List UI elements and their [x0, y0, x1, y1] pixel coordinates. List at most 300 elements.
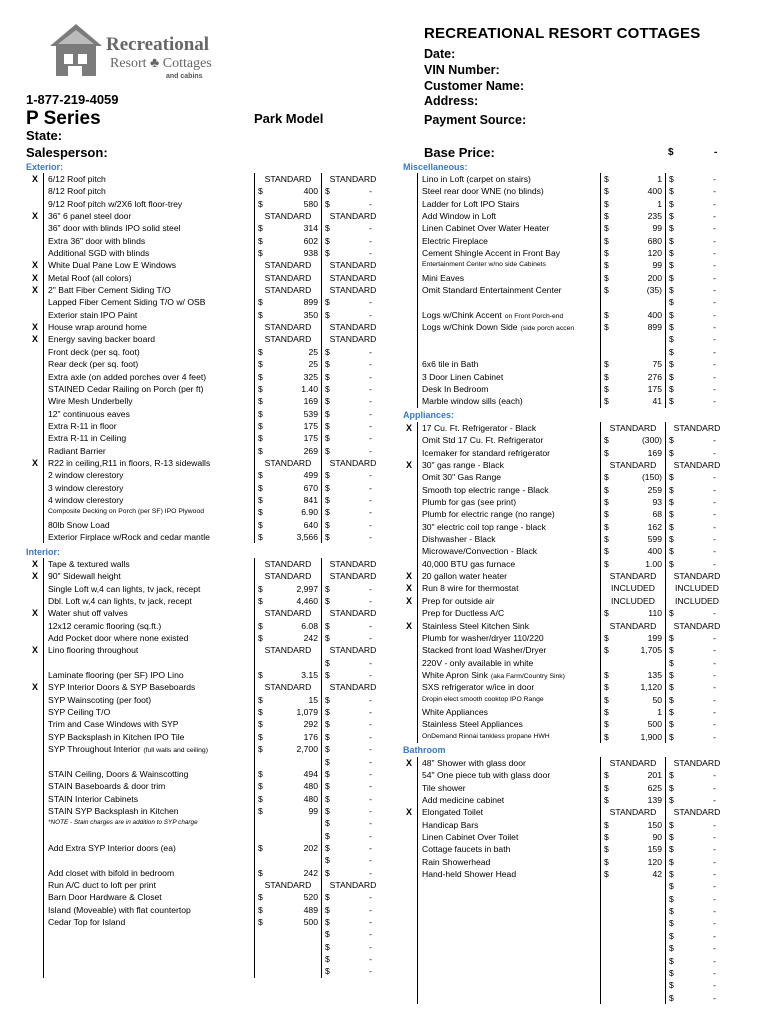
selection-mark[interactable] — [27, 494, 44, 506]
selection-mark[interactable] — [401, 395, 418, 407]
selection-mark[interactable] — [401, 769, 418, 781]
selection-mark[interactable] — [401, 856, 418, 868]
selection-mark[interactable] — [27, 309, 44, 321]
table-row — [401, 422, 727, 434]
selection-mark[interactable] — [401, 533, 418, 545]
selection-mark[interactable] — [27, 445, 44, 457]
price-value: 110 — [648, 608, 662, 619]
currency-symbol: $ — [669, 881, 674, 892]
selection-mark[interactable] — [27, 793, 44, 805]
selection-mark[interactable]: X — [27, 173, 44, 185]
currency-symbol: $ — [325, 408, 330, 419]
price-status: STANDARD — [609, 758, 657, 768]
currency-symbol: $ — [669, 186, 674, 197]
selection-mark[interactable] — [401, 718, 418, 730]
price-value: (300) — [641, 435, 662, 446]
table-row — [27, 731, 384, 743]
table-row — [401, 222, 727, 234]
selection-mark[interactable]: X — [401, 570, 418, 582]
currency-symbol: $ — [325, 346, 330, 357]
table-row — [27, 198, 384, 210]
currency-symbol: $ — [604, 682, 609, 693]
price-cell — [254, 928, 321, 940]
total-cell — [665, 718, 728, 730]
total-cell — [665, 769, 728, 781]
total-cell — [321, 731, 384, 743]
selection-mark[interactable] — [401, 235, 418, 247]
price-value: 242 — [303, 867, 318, 878]
price-value: - — [713, 285, 716, 296]
price-value: 99 — [308, 805, 318, 816]
currency-symbol: $ — [258, 633, 263, 644]
total-cell — [665, 620, 728, 632]
selection-mark[interactable] — [27, 235, 44, 247]
selection-mark[interactable] — [401, 545, 418, 557]
price-cell — [600, 296, 665, 308]
selection-mark[interactable] — [401, 955, 418, 967]
selection-mark[interactable] — [401, 210, 418, 222]
selection-mark[interactable] — [401, 173, 418, 185]
price-cell — [254, 198, 321, 210]
price-status: STANDARD — [609, 571, 657, 582]
selection-mark[interactable] — [401, 309, 418, 321]
total-cell — [665, 471, 728, 483]
price-cell — [254, 891, 321, 903]
selection-mark[interactable] — [27, 395, 44, 407]
currency-symbol: $ — [258, 371, 263, 382]
selection-mark[interactable] — [401, 706, 418, 718]
price-status: STANDARD — [264, 322, 312, 333]
selection-mark[interactable] — [401, 794, 418, 806]
selection-mark[interactable] — [401, 558, 418, 570]
selection-mark[interactable] — [401, 967, 418, 979]
table-row — [401, 496, 727, 508]
total-cell — [665, 930, 728, 942]
selection-mark[interactable] — [27, 731, 44, 743]
selection-mark[interactable] — [401, 272, 418, 284]
selection-mark[interactable] — [27, 469, 44, 481]
selection-mark[interactable] — [401, 198, 418, 210]
currency-symbol: $ — [325, 694, 330, 705]
selection-mark[interactable] — [27, 482, 44, 494]
currency-symbol: $ — [669, 731, 674, 742]
price-value: 2,700 — [296, 744, 318, 755]
selection-mark[interactable]: X — [27, 457, 44, 469]
selection-mark[interactable]: X — [27, 607, 44, 619]
selection-mark[interactable] — [27, 904, 44, 916]
selection-mark[interactable] — [27, 432, 44, 444]
price-value: 2,997 — [296, 583, 318, 594]
currency-symbol: $ — [669, 509, 674, 520]
currency-symbol: $ — [604, 260, 609, 271]
price-value: - — [713, 509, 716, 520]
currency-symbol: $ — [258, 892, 263, 903]
price-cell — [254, 879, 321, 891]
selection-mark[interactable]: X — [27, 570, 44, 582]
total-cell — [665, 296, 728, 308]
selection-mark[interactable]: X — [401, 422, 418, 434]
price-value: 480 — [303, 793, 318, 804]
selection-mark[interactable] — [401, 222, 418, 234]
selection-mark[interactable] — [401, 694, 418, 706]
currency-symbol: $ — [669, 632, 674, 643]
currency-symbol: $ — [669, 235, 674, 246]
price-cell — [254, 706, 321, 718]
currency-symbol: $ — [604, 235, 609, 246]
price-cell — [254, 445, 321, 457]
table-row — [27, 469, 384, 481]
currency-symbol: $ — [669, 346, 674, 357]
price-value: - — [713, 819, 716, 830]
selection-mark[interactable] — [401, 917, 418, 929]
selection-mark[interactable] — [401, 484, 418, 496]
option-description: Plumb for electric range (no range) — [422, 509, 555, 520]
option-description: Run A/C duct to loft per print — [48, 879, 156, 890]
selection-mark[interactable]: X — [27, 333, 44, 345]
option-description: OnDemand Rinnai tankless propane HWH — [422, 732, 550, 740]
price-value: 269 — [303, 445, 318, 456]
table-row — [401, 644, 727, 656]
selection-mark[interactable] — [401, 471, 418, 483]
currency-symbol: $ — [325, 966, 330, 977]
option-description: STAIN Baseboards & door trim — [48, 781, 166, 792]
currency-symbol: $ — [258, 731, 263, 742]
selection-mark[interactable]: X — [27, 210, 44, 222]
price-value: - — [369, 433, 372, 444]
selection-mark[interactable] — [27, 743, 44, 755]
price-value: - — [713, 297, 716, 308]
selection-mark[interactable] — [401, 979, 418, 991]
option-description: SYP Backsplash in Kitchen IPO Tile — [48, 731, 185, 742]
currency-symbol: $ — [669, 682, 674, 693]
price-value: 6.08 — [301, 620, 318, 631]
selection-mark[interactable] — [27, 706, 44, 718]
price-value: 1,120 — [640, 682, 662, 693]
selection-mark[interactable] — [27, 531, 44, 543]
table-row — [401, 284, 727, 296]
selection-mark[interactable] — [27, 247, 44, 259]
selection-mark[interactable] — [27, 718, 44, 730]
currency-symbol: $ — [258, 235, 263, 246]
price-cell — [600, 644, 665, 656]
total-cell — [321, 842, 384, 854]
selection-mark[interactable] — [27, 595, 44, 607]
selection-mark[interactable] — [401, 657, 418, 669]
price-cell — [254, 531, 321, 543]
option-description: Cement Shingle Accent in Front Bay — [422, 248, 561, 259]
selection-mark[interactable]: X — [401, 595, 418, 607]
price-cell — [254, 743, 321, 755]
selection-mark[interactable]: X — [401, 582, 418, 594]
price-cell — [600, 545, 665, 557]
selection-mark[interactable] — [401, 358, 418, 370]
table-row — [401, 979, 727, 991]
option-description: 4 window clerestory — [48, 494, 124, 505]
selection-mark[interactable] — [27, 830, 44, 842]
option-description: Wire Mesh Underbelly — [48, 396, 133, 407]
price-cell — [254, 284, 321, 296]
option-description: Handicap Bars — [422, 819, 479, 830]
price-value: 150 — [647, 819, 662, 830]
selection-mark[interactable] — [27, 965, 44, 977]
selection-mark[interactable] — [401, 731, 418, 743]
selection-mark[interactable] — [401, 893, 418, 905]
selection-mark[interactable] — [27, 632, 44, 644]
selection-mark[interactable] — [401, 185, 418, 197]
currency-symbol: $ — [669, 943, 674, 954]
selection-mark[interactable] — [27, 198, 44, 210]
selection-mark[interactable] — [27, 756, 44, 768]
selection-mark[interactable] — [27, 371, 44, 383]
selection-mark[interactable] — [401, 447, 418, 459]
currency-symbol: $ — [258, 620, 263, 631]
total-cell — [321, 657, 384, 669]
selection-mark[interactable] — [401, 259, 418, 271]
selection-mark[interactable]: X — [27, 321, 44, 333]
currency-symbol: $ — [258, 793, 263, 804]
table-row — [401, 930, 727, 942]
page-title: RECREATIONAL RESORT COTTAGES — [424, 25, 701, 42]
selection-mark[interactable] — [27, 408, 44, 420]
selection-mark[interactable] — [27, 620, 44, 632]
selection-mark[interactable] — [27, 358, 44, 370]
option-description: Electric Fireplace — [422, 235, 488, 246]
selection-mark[interactable] — [401, 333, 418, 345]
selection-mark[interactable] — [27, 296, 44, 308]
selection-mark[interactable] — [27, 780, 44, 792]
selection-mark[interactable] — [401, 321, 418, 333]
table-row — [401, 296, 727, 308]
total-cell — [665, 358, 728, 370]
selection-mark[interactable] — [401, 371, 418, 383]
selection-mark[interactable] — [27, 222, 44, 234]
price-cell — [600, 893, 665, 905]
price-value: 202 — [303, 842, 318, 853]
selection-mark[interactable]: X — [401, 806, 418, 818]
total-cell — [665, 558, 728, 570]
selection-mark[interactable] — [27, 346, 44, 358]
selection-mark[interactable] — [401, 284, 418, 296]
selection-mark[interactable]: X — [401, 620, 418, 632]
selection-mark[interactable] — [401, 905, 418, 917]
table-row — [401, 706, 727, 718]
table-row — [27, 346, 384, 358]
total-cell — [321, 583, 384, 595]
table-row — [27, 817, 384, 829]
currency-symbol: $ — [325, 371, 330, 382]
price-value: - — [369, 198, 372, 209]
currency-symbol: $ — [258, 383, 263, 394]
selection-mark[interactable]: X — [27, 259, 44, 271]
selection-mark[interactable] — [401, 247, 418, 259]
price-value: 93 — [652, 497, 662, 508]
selection-mark[interactable] — [27, 185, 44, 197]
price-cell — [600, 471, 665, 483]
selection-mark[interactable] — [27, 694, 44, 706]
selection-mark[interactable]: X — [27, 681, 44, 693]
currency-symbol: $ — [669, 198, 674, 209]
selection-mark[interactable]: X — [401, 459, 418, 471]
table-row — [401, 794, 727, 806]
price-value: 500 — [303, 916, 318, 927]
selection-mark[interactable]: X — [27, 644, 44, 656]
price-cell — [600, 782, 665, 794]
selection-mark[interactable] — [27, 506, 44, 518]
selection-mark[interactable] — [401, 632, 418, 644]
price-cell — [254, 842, 321, 854]
price-cell — [254, 457, 321, 469]
currency-symbol: $ — [604, 795, 609, 806]
total-cell — [321, 570, 384, 582]
selection-mark[interactable] — [401, 930, 418, 942]
total-cell — [321, 284, 384, 296]
selection-mark[interactable] — [401, 296, 418, 308]
currency-symbol: $ — [325, 248, 330, 259]
selection-mark[interactable] — [401, 942, 418, 954]
selection-mark[interactable] — [401, 843, 418, 855]
currency-symbol: $ — [604, 371, 609, 382]
selection-mark[interactable] — [27, 879, 44, 891]
selection-mark[interactable] — [27, 941, 44, 953]
selection-mark[interactable] — [27, 916, 44, 928]
selection-mark[interactable] — [27, 420, 44, 432]
total-cell — [665, 681, 728, 693]
selection-mark[interactable] — [27, 928, 44, 940]
price-cell — [600, 942, 665, 954]
table-row — [401, 967, 727, 979]
price-value: - — [713, 260, 716, 271]
table-row — [27, 321, 384, 333]
total-cell — [665, 496, 728, 508]
selection-mark[interactable]: X — [401, 757, 418, 769]
option-description: Omit 30" Gas Range — [422, 472, 501, 483]
price-status: STANDARD — [264, 879, 312, 890]
price-cell — [254, 583, 321, 595]
currency-symbol: $ — [325, 842, 330, 853]
selection-mark[interactable] — [401, 434, 418, 446]
price-value: - — [369, 892, 372, 903]
selection-mark[interactable] — [401, 782, 418, 794]
selection-mark[interactable] — [401, 831, 418, 843]
selection-mark[interactable]: X — [27, 272, 44, 284]
table-row — [401, 309, 727, 321]
section-bathroom: Bathroom — [403, 745, 446, 755]
price-value: - — [713, 608, 716, 619]
price-cell — [254, 420, 321, 432]
price-value: 235 — [647, 211, 662, 222]
selection-mark[interactable] — [401, 508, 418, 520]
selection-mark[interactable] — [27, 854, 44, 866]
selection-mark[interactable] — [27, 669, 44, 681]
table-row — [27, 694, 384, 706]
table-row — [27, 506, 384, 518]
option-description: 30" gas range - Black — [422, 460, 504, 471]
selection-mark[interactable] — [401, 496, 418, 508]
selection-mark[interactable] — [401, 383, 418, 395]
selection-mark[interactable] — [27, 583, 44, 595]
price-cell — [254, 941, 321, 953]
option-description: 220V - only available in white — [422, 657, 534, 668]
price-value: - — [713, 645, 716, 656]
price-value: 580 — [303, 198, 318, 209]
price-cell — [254, 358, 321, 370]
currency-symbol: $ — [325, 309, 330, 320]
selection-mark[interactable] — [27, 768, 44, 780]
currency-symbol: $ — [669, 484, 674, 495]
selection-mark[interactable] — [27, 842, 44, 854]
selection-mark[interactable] — [401, 819, 418, 831]
selection-mark[interactable] — [27, 891, 44, 903]
table-row — [401, 806, 727, 818]
base-price-value: - — [714, 147, 718, 158]
price-cell — [600, 496, 665, 508]
selection-mark[interactable] — [401, 681, 418, 693]
price-cell — [254, 371, 321, 383]
selection-mark[interactable]: X — [27, 284, 44, 296]
price-cell — [600, 309, 665, 321]
price-cell — [600, 955, 665, 967]
selection-mark[interactable] — [27, 867, 44, 879]
price-value: 42 — [652, 869, 662, 880]
total-cell — [665, 868, 728, 880]
price-value: (35) — [646, 285, 662, 296]
table-row — [27, 432, 384, 444]
selection-mark[interactable] — [27, 817, 44, 829]
total-cell — [665, 632, 728, 644]
currency-symbol: $ — [604, 186, 609, 197]
table-row — [401, 893, 727, 905]
selection-mark[interactable] — [27, 383, 44, 395]
table-row — [27, 173, 384, 185]
total-cell — [321, 867, 384, 879]
selection-mark[interactable] — [401, 521, 418, 533]
option-description: Linen Cabinet Over Water Heater — [422, 223, 550, 234]
selection-mark[interactable] — [401, 880, 418, 892]
selection-mark[interactable] — [401, 992, 418, 1004]
option-description: STAIN SYP Backsplash in Kitchen — [48, 805, 179, 816]
price-value: 680 — [647, 235, 662, 246]
price-value: - — [369, 855, 372, 866]
selection-mark[interactable] — [401, 669, 418, 681]
price-cell — [600, 595, 665, 607]
price-status: STANDARD — [673, 423, 721, 433]
total-cell — [321, 210, 384, 222]
price-cell — [600, 992, 665, 1004]
selection-mark[interactable] — [401, 644, 418, 656]
total-cell — [321, 854, 384, 866]
total-cell — [321, 904, 384, 916]
price-status: STANDARD — [264, 260, 312, 271]
selection-mark[interactable] — [27, 805, 44, 817]
bathroom-table — [401, 757, 727, 1004]
series-title: P Series — [26, 108, 101, 129]
selection-mark[interactable]: X — [27, 558, 44, 570]
selection-mark[interactable] — [27, 519, 44, 531]
selection-mark[interactable] — [401, 346, 418, 358]
option-description: Exterior Firplace w/Rock and cedar mantle — [48, 531, 210, 542]
selection-mark[interactable] — [27, 953, 44, 965]
total-cell — [321, 222, 384, 234]
price-value: 539 — [303, 408, 318, 419]
selection-mark[interactable] — [27, 657, 44, 669]
currency-symbol: $ — [669, 447, 674, 458]
total-cell — [321, 469, 384, 481]
price-value: 4,460 — [296, 596, 318, 607]
currency-symbol: $ — [604, 174, 609, 184]
price-cell — [600, 395, 665, 407]
selection-mark[interactable] — [401, 607, 418, 619]
selection-mark[interactable] — [401, 868, 418, 880]
